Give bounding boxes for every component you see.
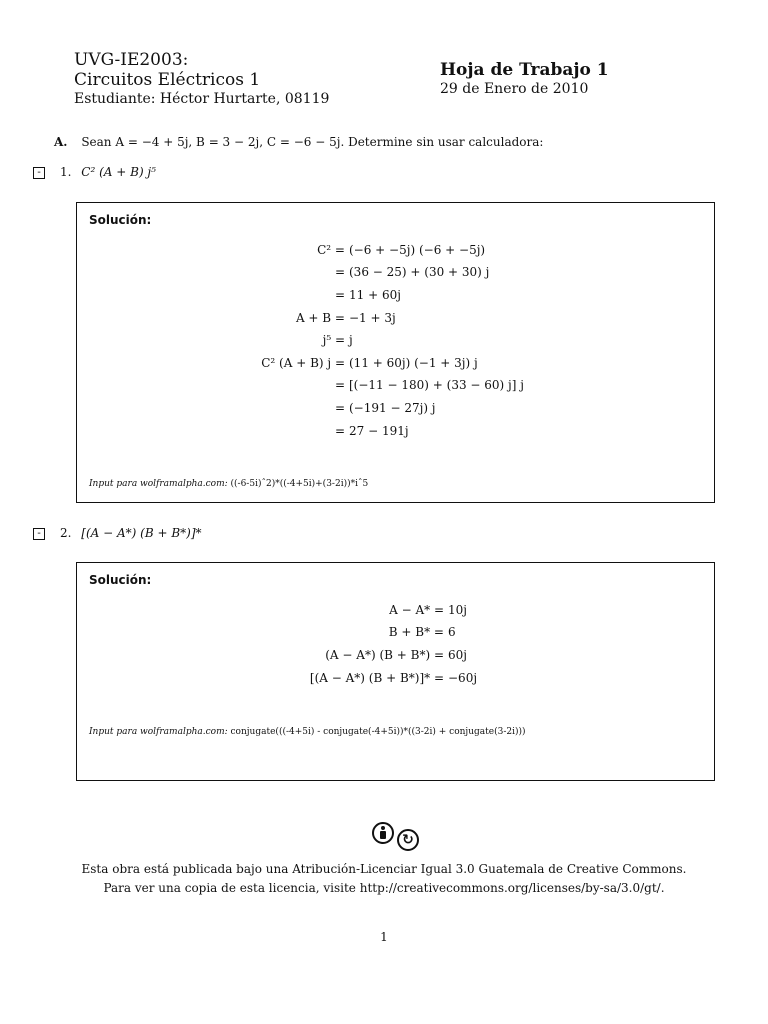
worksheet-title: Hoja de Trabajo 1: [440, 60, 609, 80]
wolfram-note-value: conjugate(((-4+5i) - conjugate(-4+5i))*((3-2i) + conjugate(3-2i))): [230, 727, 526, 737]
equation-rhs: (−6 + −5j) (−6 + −5j): [349, 243, 486, 257]
equation-lhs: =: [334, 288, 345, 302]
problem-expression: C² (A + B) j⁵: [81, 165, 156, 179]
wolfram-note-label: Input para wolframalpha.com:: [89, 727, 228, 737]
equation-rhs: (36 − 25) + (30 + 30) j: [349, 265, 490, 279]
equation-lhs: =: [334, 401, 345, 415]
equation-lhs: B + B* =: [388, 625, 444, 639]
section-intro: [54, 135, 543, 149]
page-number: 1: [380, 930, 388, 944]
problem-1-heading: [60, 165, 156, 179]
cc-by-icon: [372, 822, 394, 844]
equation-lhs: (A − A*) (B + B*) =: [325, 648, 444, 662]
section-label: A.: [54, 135, 68, 149]
problem-expression: [(A − A*) (B + B*)]*: [81, 526, 202, 540]
course-name: Circuitos Eléctricos 1: [74, 70, 261, 90]
equation-rhs: 6: [448, 625, 456, 639]
equation-lhs: [(A − A*) (B + B*)]* =: [309, 671, 444, 685]
student-name: Estudiante: Héctor Hurtarte, 08119: [74, 91, 330, 107]
wolfram-note: [89, 727, 526, 737]
problem-number: 1.: [60, 165, 72, 179]
problem-2-heading: [60, 526, 202, 540]
equation-rhs: (−191 − 27j) j: [349, 401, 436, 415]
equation-lhs: =: [334, 265, 345, 279]
equation-lhs: =: [334, 378, 345, 392]
solution-box-2: [76, 562, 715, 781]
worksheet-date: 29 de Enero de 2010: [440, 81, 589, 97]
equation-rhs: 11 + 60j: [349, 288, 401, 302]
cc-license-icons: [372, 822, 422, 851]
license-line-1: Esta obra está publicada bajo una Atribución-Licenciar Igual 3.0 Guatemala de Creative Commons.: [81, 862, 687, 876]
course-code: UVG-IE2003:: [74, 50, 189, 70]
equation-rhs: j: [349, 333, 353, 347]
equation-lhs: C² =: [317, 243, 345, 257]
solution-title: Solución:: [89, 573, 152, 587]
equation-rhs: (11 + 60j) (−1 + 3j) j: [349, 356, 478, 370]
wolfram-note-value: ((-6-5i)ˆ2)*((-4+5i)+(3-2i))*iˆ5: [230, 479, 369, 489]
solution-title: Solución:: [89, 213, 152, 227]
wolfram-note-label: Input para wolframalpha.com:: [89, 479, 228, 489]
header-right: [440, 60, 609, 98]
equation-rhs: −1 + 3j: [349, 311, 396, 325]
equation-lhs: =: [334, 424, 345, 438]
equation-lhs: j⁵ =: [322, 333, 345, 347]
collapse-toggle-1[interactable]: -: [33, 167, 45, 179]
equation-lhs: A + B =: [295, 311, 345, 325]
equation-rhs: 60j: [448, 648, 467, 662]
equation-rhs: 10j: [448, 603, 467, 617]
solution-box-1: [76, 202, 715, 503]
collapse-toggle-2[interactable]: -: [33, 528, 45, 540]
equation-lhs: C² (A + B) j =: [261, 356, 345, 370]
equation-rhs: 27 − 191j: [349, 424, 409, 438]
cc-sa-icon: ↻: [397, 829, 419, 851]
equation-rhs: [(−11 − 180) + (33 − 60) j] j: [349, 378, 524, 392]
license-line-2: Para ver una copia de esta licencia, visite http://creativecommons.org/licenses/by-sa/3.0/gt/.: [103, 881, 665, 895]
problem-number: 2.: [60, 526, 72, 540]
equation-rhs: −60j: [448, 671, 478, 685]
header-left: [74, 50, 329, 108]
equation-lhs: A − A* =: [389, 603, 444, 617]
section-text: Sean A = −4 + 5j, B = 3 − 2j, C = −6 − 5j. Determine sin usar calculadora:: [81, 135, 544, 149]
wolfram-note: [89, 479, 368, 489]
